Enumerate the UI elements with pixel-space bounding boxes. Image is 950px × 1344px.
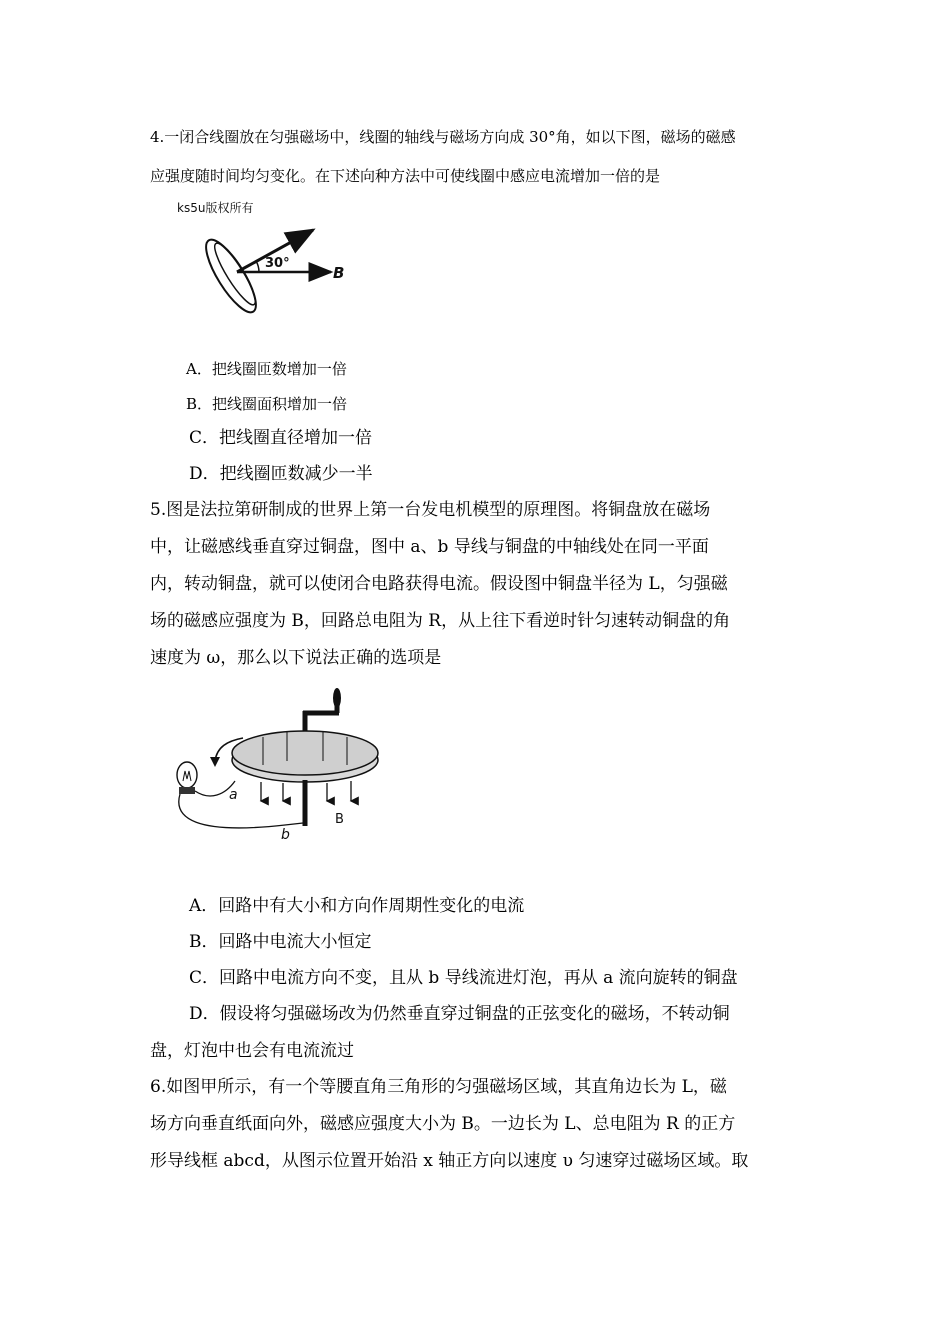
q5-text-line-4: 场的磁感应强度为 B，回路总电阻为 R，从上往下看逆时针匀速转动铜盘的角 <box>150 611 731 631</box>
q5-option-c: C．回路中电流方向不变，且从 b 导线流进灯泡，再从 a 流向旋转的铜盘 <box>189 968 738 988</box>
q5-option-b: B．回路中电流大小恒定 <box>189 932 372 952</box>
q4-watermark: ks5u版权所有 <box>177 201 254 215</box>
q5-text-line-3: 内，转动铜盘，就可以使闭合电路获得电流。假设图中铜盘半径为 L，匀强磁 <box>150 574 728 594</box>
coil-outer <box>198 233 265 318</box>
copper-disk-top <box>232 731 378 775</box>
angle-label: 30° <box>265 256 290 271</box>
q5-text-line-5: 速度为 ω，那么以下说法正确的选项是 <box>150 648 442 668</box>
q4-option-b: B．把线圈面积增加一倍 <box>186 395 348 413</box>
q4-option-a: A．把线圈匝数增加一倍 <box>186 360 347 378</box>
q5-option-d-continued: 盘，灯泡中也会有电流流过 <box>150 1041 354 1061</box>
label-b: b <box>281 827 290 843</box>
label-a: a <box>229 787 238 803</box>
q4-text-line-1: 4.一闭合线圈放在匀强磁场中，线圈的轴线与磁场方向成 30°角，如以下图，磁场的磁感 <box>150 128 736 146</box>
q6-text-line-3: 形导线框 abcd，从图示位置开始沿 x 轴正方向以速度 υ 匀速穿过磁场区域。取 <box>150 1151 749 1171</box>
angle-arc <box>256 261 259 272</box>
q4-option-c: C．把线圈直径增加一倍 <box>189 428 373 448</box>
q5-option-a: A．回路中有大小和方向作周期性变化的电流 <box>189 896 525 916</box>
q5-option-d: D．假设将匀强磁场改为仍然垂直穿过铜盘的正弦变化的磁场，不转动铜 <box>189 1004 730 1024</box>
q4-figure-coil <box>175 198 375 323</box>
q5-text-line-2: 中，让磁感线垂直穿过铜盘，图中 a、b 导线与铜盘的中轴线处在同一平面 <box>150 537 709 557</box>
q5-figure-generator <box>165 683 395 848</box>
rotation-arrow-head <box>210 757 220 767</box>
light-bulb <box>177 762 197 788</box>
bulb-base <box>179 787 195 794</box>
q6-text-line-2: 场方向垂直纸面向外，磁感应强度大小为 B。一边长为 L、总电阻为 R 的正方 <box>150 1114 736 1134</box>
q5-field-b-label: B <box>335 812 344 827</box>
field-b-label: B <box>333 264 345 282</box>
wire-b <box>179 794 303 828</box>
q6-text-line-1: 6.如图甲所示，有一个等腰直角三角形的匀强磁场区域，其直角边长为 L，磁 <box>150 1077 727 1097</box>
q5-text-line-1: 5.图是法拉第研制成的世界上第一台发电机模型的原理图。将铜盘放在磁场 <box>150 500 711 520</box>
q4-option-d: D．把线圈匝数减少一半 <box>189 464 373 484</box>
q4-text-line-2: 应强度随时间均匀变化。在下述向种方法中可使线圈中感应电流增加一倍的是 <box>150 167 661 185</box>
